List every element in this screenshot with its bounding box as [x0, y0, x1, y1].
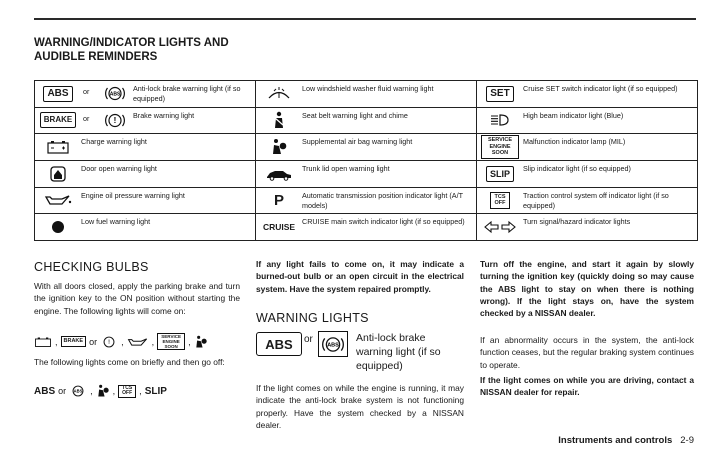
brake-icon: BRAKE: [61, 336, 87, 347]
cell-text: CRUISE main switch indicator light (if so equipped): [302, 217, 465, 227]
abs-icon: ABS: [43, 86, 72, 102]
top-rule: [34, 18, 696, 20]
table-cell: [477, 188, 697, 214]
restart-paragraph: Turn off the engine, and start it again by slowly turning the ignition key (quickly doing so may cause the ABS light to stay on when there is nothing wrong). If the light stays on, have the system checked by a NISSAN dealer.: [480, 259, 694, 319]
tcs-off-icon: TCS OFF: [118, 385, 136, 398]
cell-text: Trunk lid open warning light: [302, 164, 390, 174]
table-row: [35, 188, 697, 215]
cell-text: Turn signal/hazard indicator lights: [523, 217, 631, 227]
high-beam-icon: [481, 111, 519, 130]
cell-text: High beam indicator light (Blue): [523, 110, 624, 120]
trunk-icon: [260, 164, 298, 183]
svg-text:ABS: ABS: [327, 342, 339, 349]
abs-circle-icon: [318, 331, 348, 357]
turn-signal-icon: [481, 217, 519, 236]
separator: ,: [112, 386, 116, 396]
slip-icon: SLIP: [144, 385, 167, 397]
fails-paragraph: If any light fails to come on, it may indicate a burned-out bulb or an open circuit in the electrical system. Have the system repaired promptly.: [256, 259, 464, 294]
engine-running-paragraph: If the light comes on while the engine is running, it may indicate the anti-lock brake system is not functioning properly. Have the system checked by a NISSAN dealer.: [256, 383, 464, 430]
or-label: or: [304, 334, 313, 345]
fuel-icon: [39, 217, 77, 236]
airbag-icon: [260, 137, 298, 156]
airbag-icon: [96, 384, 110, 398]
cell-text: Automatic transmission position indicator light (A/T models): [302, 190, 463, 210]
checking-bulbs-paragraph: With all doors closed, apply the parking brake and turn the ignition key to the ON position without starting the engine. The following lights will come on:: [34, 281, 240, 316]
seatbelt-icon: [260, 111, 298, 130]
table-cell: [256, 188, 477, 214]
table-cell: [35, 134, 256, 160]
battery-icon: [39, 137, 77, 156]
table-cell: [35, 214, 256, 240]
table-cell: [256, 108, 477, 134]
table-cell: [256, 214, 477, 240]
table-cell: [256, 134, 477, 160]
cell-text: Cruise SET switch indicator light (if so equipped): [523, 84, 678, 93]
airbag-icon: [194, 335, 208, 349]
table-cell: [477, 108, 697, 134]
table-cell: [35, 161, 256, 187]
table-row: [35, 81, 697, 108]
table-row: [35, 108, 697, 135]
tcs-off-icon: TCS OFF: [490, 192, 510, 209]
cruise-icon: CRUISE: [262, 221, 296, 232]
table-cell: [35, 81, 256, 107]
cell-text: Traction control system off indicator light (if so equipped): [523, 190, 669, 210]
cell-text: Malfunction indicator lamp (MIL): [523, 137, 626, 147]
abs-warning-text: Anti-lock brake warning light (if so equipped): [356, 332, 441, 372]
or-label: or: [83, 113, 90, 123]
washer-icon: [260, 84, 298, 103]
battery-icon: [34, 336, 52, 348]
abs-circle-icon: [69, 384, 87, 398]
table-cell: [35, 108, 256, 134]
or-label: or: [89, 336, 98, 347]
set-icon: SET: [486, 86, 513, 102]
separator: ,: [139, 386, 142, 396]
slip-icon: SLIP: [486, 166, 514, 182]
table-cell: [477, 214, 697, 240]
brake-circle-icon: [100, 335, 118, 349]
or-label: or: [58, 386, 67, 396]
abs-icon: ABS: [256, 332, 302, 356]
abs-circle-icon: [105, 85, 125, 107]
service-engine-soon-icon: SERVICE ENGINE SOON: [481, 135, 519, 159]
cell-text: Low windshield washer fluid warning light: [302, 84, 434, 93]
cell-text: Supplemental air bag warning light: [302, 137, 413, 147]
page-title: WARNING/INDICATOR LIGHTS AND AUDIBLE REMINDERS: [34, 37, 229, 63]
cell-text: Slip indicator light (if so equipped): [523, 164, 631, 174]
cell-text: Low fuel warning light: [81, 217, 151, 227]
table-cell: [477, 134, 697, 160]
cell-text: Door open warning light: [81, 164, 157, 174]
cell-text: Anti-lock brake warning light (if so equipped): [133, 84, 241, 103]
page-number: 2-9: [680, 435, 694, 446]
warning-lights-heading: WARNING LIGHTS: [256, 311, 369, 325]
svg-text:!: !: [108, 338, 111, 346]
oil-icon: [39, 191, 77, 210]
table-row: [35, 214, 697, 240]
svg-text:!: !: [113, 115, 117, 125]
separator: ,: [55, 336, 58, 347]
table-row: [35, 134, 697, 161]
or-label: or: [83, 87, 90, 96]
checking-bulbs-heading: CHECKING BULBS: [34, 260, 149, 274]
oil-icon: [127, 336, 149, 348]
separator: ,: [121, 336, 124, 347]
table-cell: [256, 81, 477, 107]
bulb-icons-line1: [34, 333, 208, 350]
park-p-icon: P: [273, 191, 284, 209]
separator: ,: [151, 336, 155, 347]
table-cell: [477, 161, 697, 187]
svg-text:ABS: ABS: [109, 91, 121, 98]
table-cell: [477, 81, 697, 107]
abs-icon: ABS: [34, 385, 56, 397]
door-icon: [39, 164, 77, 183]
cell-text: Brake warning light: [133, 110, 195, 120]
cell-text: Engine oil pressure warning light: [81, 190, 185, 200]
service-engine-soon-icon: SERVICE ENGINE SOON: [157, 333, 185, 350]
separator: ,: [188, 336, 191, 347]
driving-paragraph: If the light comes on while you are driving, contact a NISSAN dealer for repair.: [480, 375, 694, 398]
page-footer: [558, 435, 694, 446]
table-cell: [256, 161, 477, 187]
svg-text:ABS: ABS: [73, 388, 83, 394]
table-row: [35, 161, 697, 188]
bulb-icons-line2: [34, 384, 167, 398]
section-name: Instruments and controls: [558, 435, 673, 446]
abnormality-paragraph: If an abnormality occurs in the system, the anti-lock function ceases, but the regular braking system continues to operate.: [480, 335, 694, 370]
cell-text: Charge warning light: [81, 137, 147, 147]
indicator-table: [34, 80, 698, 241]
brake-circle-icon: [105, 112, 125, 134]
separator: ,: [90, 386, 93, 396]
cell-text: Seat belt warning light and chime: [302, 110, 408, 120]
brake-icon: BRAKE: [40, 112, 76, 128]
table-cell: [35, 188, 256, 214]
briefly-paragraph: The following lights come on briefly and then go off:: [34, 357, 225, 367]
